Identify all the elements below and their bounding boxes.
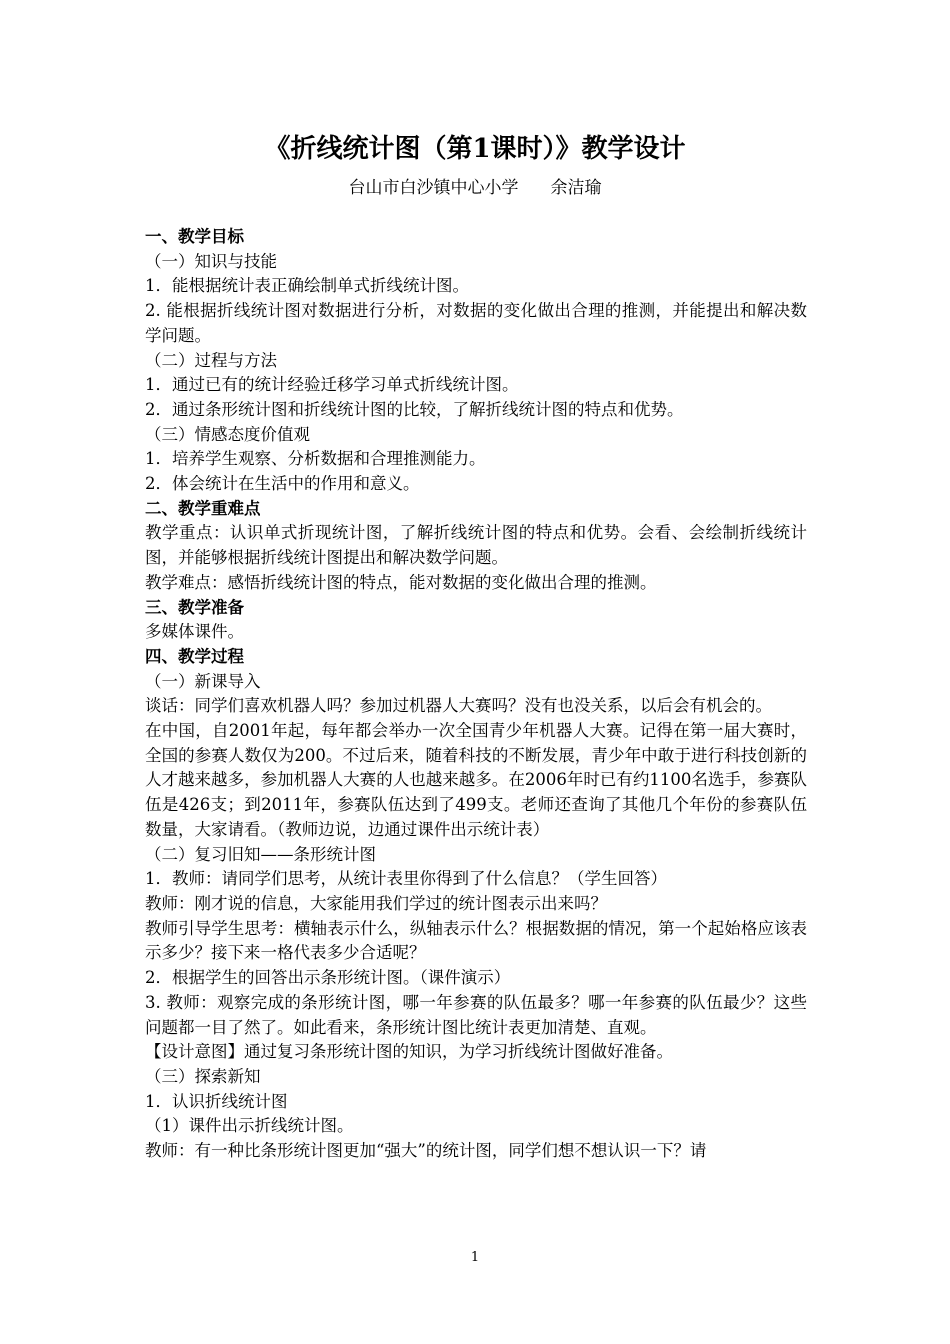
paragraph: 教师：有一种比条形统计图更加“强大”的统计图，同学们想不想认识一下？请 <box>145 1141 707 1161</box>
document-title: 《折线统计图（第1课时）》教学设计 <box>264 134 686 164</box>
paragraph: 1．认识折线统计图 <box>145 1091 288 1111</box>
paragraph: 1．能根据统计表正确绘制单式折线统计图。 <box>145 276 469 296</box>
paragraph: 教学重点：认识单式折现统计图，了解折线统计图的特点和优势。会看、会绘制折线统计图，并能够根据折线统计图提出和解决数学问题。 <box>145 523 807 568</box>
heading-process: 四、教学过程 <box>145 646 244 666</box>
heading-key-points: 二、教学重难点 <box>145 498 261 518</box>
subheading-review: （二）复习旧知——条形统计图 <box>145 844 376 864</box>
paragraph: 2．通过条形统计图和折线统计图的比较，了解折线统计图的特点和优势。 <box>145 399 684 419</box>
paragraph: 1．教师：请同学们思考，从统计表里你得到了什么信息？（学生回答） <box>145 869 667 889</box>
subheading-process: （二）过程与方法 <box>145 350 277 370</box>
paragraph: 教学难点：感悟折线统计图的特点，能对数据的变化做出合理的推测。 <box>145 572 657 592</box>
heading-preparation: 三、教学准备 <box>145 597 244 617</box>
paragraph: 【设计意图】通过复习条形统计图的知识，为学习折线统计图做好准备。 <box>145 1042 673 1062</box>
paragraph: 1．通过已有的统计经验迁移学习单式折线统计图。 <box>145 375 519 395</box>
school-name: 台山市白沙镇中心小学 <box>348 178 519 198</box>
heading-objectives: 一、教学目标 <box>145 227 244 246</box>
paragraph: 2．体会统计在生活中的作用和意义。 <box>145 474 420 494</box>
paragraph: （1）课件出示折线统计图。 <box>145 1116 354 1136</box>
paragraph: 教师：刚才说的信息，大家能用我们学过的统计图表示出来吗？ <box>145 893 607 913</box>
paragraph: 谈话：同学们喜欢机器人吗？参加过机器人大赛吗？没有也没关系，以后会有机会的。 <box>145 696 772 716</box>
subheading-knowledge: （一）知识与技能 <box>145 251 277 271</box>
subheading-explore: （三）探索新知 <box>145 1066 261 1086</box>
paragraph: 教师引导学生思考：横轴表示什么，纵轴表示什么？根据数据的情况，第一个起始格应该表示多少？接下来一格代表多少合适呢？ <box>145 918 807 963</box>
paragraph: 在中国，自2001年起，每年都会举办一次全国青少年机器人大赛。记得在第一届大赛时，全国的参赛人数仅为200。不过后来，随着科技的不断发展，青少年中敢于进行科技创新的人才越来越多，参加机器人大赛的人也越来越多。在2006年时已有约1100名选手，参赛队伍是426支；到2011年，参赛队伍达到了499支。老师还查询了其他几个年份的参赛队伍数量，大家请看。（教师边说，边通过课件出示统计表） <box>145 721 807 839</box>
paragraph: 2. 能根据折线统计图对数据进行分析，对数据的变化做出合理的推测，并能提出和解决数学问题。 <box>145 301 807 345</box>
paragraph: 1．培养学生观察、分析数据和合理推测能力。 <box>145 449 486 469</box>
subheading-attitude: （三）情感态度价值观 <box>145 424 310 444</box>
author-name: 余洁瑜 <box>550 178 602 198</box>
page-number: 1 <box>470 1250 480 1265</box>
paragraph: 多媒体课件。 <box>145 622 244 642</box>
paragraph: 3. 教师：观察完成的条形统计图，哪一年参赛的队伍最多？哪一年参赛的队伍最少？这些问题都一目了然了。如此看来，条形统计图比统计表更加清楚、直观。 <box>145 992 807 1037</box>
document-body <box>145 225 807 1164</box>
document-subtitle <box>0 176 950 200</box>
subheading-intro: （一）新课导入 <box>145 671 261 691</box>
paragraph: 2．根据学生的回答出示条形统计图。（课件演示） <box>145 968 511 988</box>
